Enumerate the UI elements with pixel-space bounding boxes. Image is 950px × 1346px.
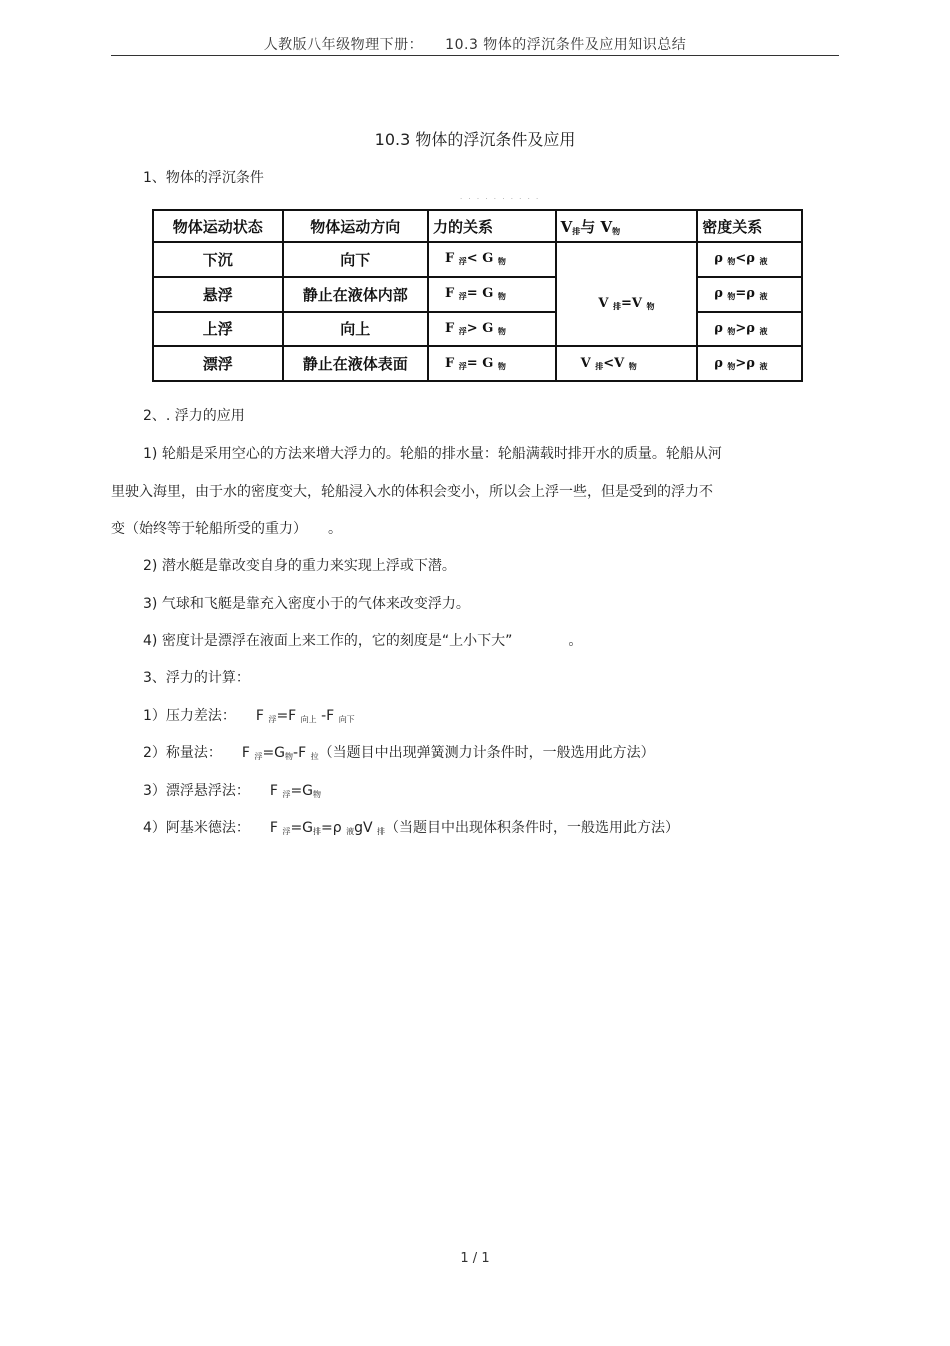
- force-cell: F 浮< G 物: [428, 242, 556, 277]
- state-cell: 漂浮: [153, 346, 283, 381]
- header-divider: [111, 55, 839, 56]
- section-3-heading: 3、浮力的计算：: [143, 670, 250, 686]
- header-cell: 物体运动方向: [283, 210, 428, 242]
- method-note: （当题目中出现体积条件时，一般选用此方法）: [385, 820, 680, 836]
- method-archimedes: [143, 817, 679, 837]
- force-cell: F 浮= G 物: [428, 346, 556, 381]
- table-row: [153, 242, 802, 277]
- scan-artifact: · · · · · · · · · ·: [460, 195, 541, 203]
- header-cell: 力的关系: [428, 210, 556, 242]
- table-row: [153, 312, 802, 347]
- method-label: 2）称量法：: [143, 745, 222, 761]
- header-cell: 密度关系: [697, 210, 802, 242]
- method-label: 4）阿基米德法：: [143, 820, 250, 836]
- density-cell: ρ 物>ρ 液: [697, 312, 802, 347]
- header-cell: V排与 V物: [556, 210, 698, 242]
- density-cell: ρ 物>ρ 液: [697, 346, 802, 381]
- table-header-row: [153, 210, 802, 242]
- paragraph-hydrometer: 4) 密度计是漂浮在液面上来工作的，它的刻度是“上小下大” 。: [143, 633, 583, 649]
- formula: F $_浮$=F $_{向上}$ -F $_{向下}$: [255, 708, 355, 724]
- density-cell: ρ 物=ρ 液: [697, 277, 802, 312]
- direction-cell: 静止在液体表面: [283, 346, 428, 381]
- paragraph-ship-line-3: 变（始终等于轮船所受的重力） 。: [111, 521, 342, 537]
- formula: F $_浮=G_物$: [269, 783, 322, 799]
- direction-cell: 向上: [283, 312, 428, 347]
- formula: F $_浮=G_物-F$ $_拉$: [241, 745, 319, 761]
- method-pressure-difference: [143, 705, 355, 725]
- method-label: 3）漂浮悬浮法：: [143, 783, 250, 799]
- page-number: 1 / 1: [460, 1251, 490, 1266]
- state-cell: 上浮: [153, 312, 283, 347]
- float-sink-conditions-table: [152, 209, 803, 382]
- formula: F $_浮=G_排=\rho$ $_液$gV $_排$: [269, 820, 386, 836]
- state-cell: 悬浮: [153, 277, 283, 312]
- section-1-heading: 1、物体的浮沉条件: [143, 170, 264, 186]
- method-floating: [143, 780, 321, 800]
- direction-cell: 静止在液体内部: [283, 277, 428, 312]
- header-cell: 物体运动状态: [153, 210, 283, 242]
- state-cell: 下沉: [153, 242, 283, 277]
- v-relation-cell: V 排<V 物: [556, 346, 698, 381]
- direction-cell: 向下: [283, 242, 428, 277]
- force-cell: F 浮> G 物: [428, 312, 556, 347]
- section-2-heading: 2、. 浮力的应用: [143, 408, 245, 424]
- page-title: 10.3 物体的浮沉条件及应用: [374, 130, 576, 149]
- v-relation-merged-cell: V 排=V 物: [556, 242, 698, 346]
- paragraph-balloon: 3) 气球和飞艇是靠充入密度小于的气体来改变浮力。: [143, 596, 470, 612]
- density-cell: ρ 物<ρ 液: [697, 242, 802, 277]
- page-header: 人教版八年级物理下册： 10.3 物体的浮沉条件及应用知识总结: [263, 37, 687, 53]
- table-row: [153, 346, 802, 381]
- paragraph-ship-line-2: 里驶入海里，由于水的密度变大，轮船浸入水的体积会变小，所以会上浮一些，但是受到的浮力不: [111, 484, 713, 500]
- paragraph-ship-line-1: 1) 轮船是采用空心的方法来增大浮力的。轮船的排水量：轮船满载时排开水的质量。轮船从河: [143, 446, 722, 462]
- method-label: 1）压力差法：: [143, 708, 236, 724]
- paragraph-submarine: 2) 潜水艇是靠改变自身的重力来实现上浮或下潜。: [143, 558, 456, 574]
- method-note: （当题目中出现弹簧测力计条件时，一般选用此方法）: [318, 745, 655, 761]
- method-weighing: [143, 742, 655, 762]
- table-row: [153, 277, 802, 312]
- force-cell: F 浮= G 物: [428, 277, 556, 312]
